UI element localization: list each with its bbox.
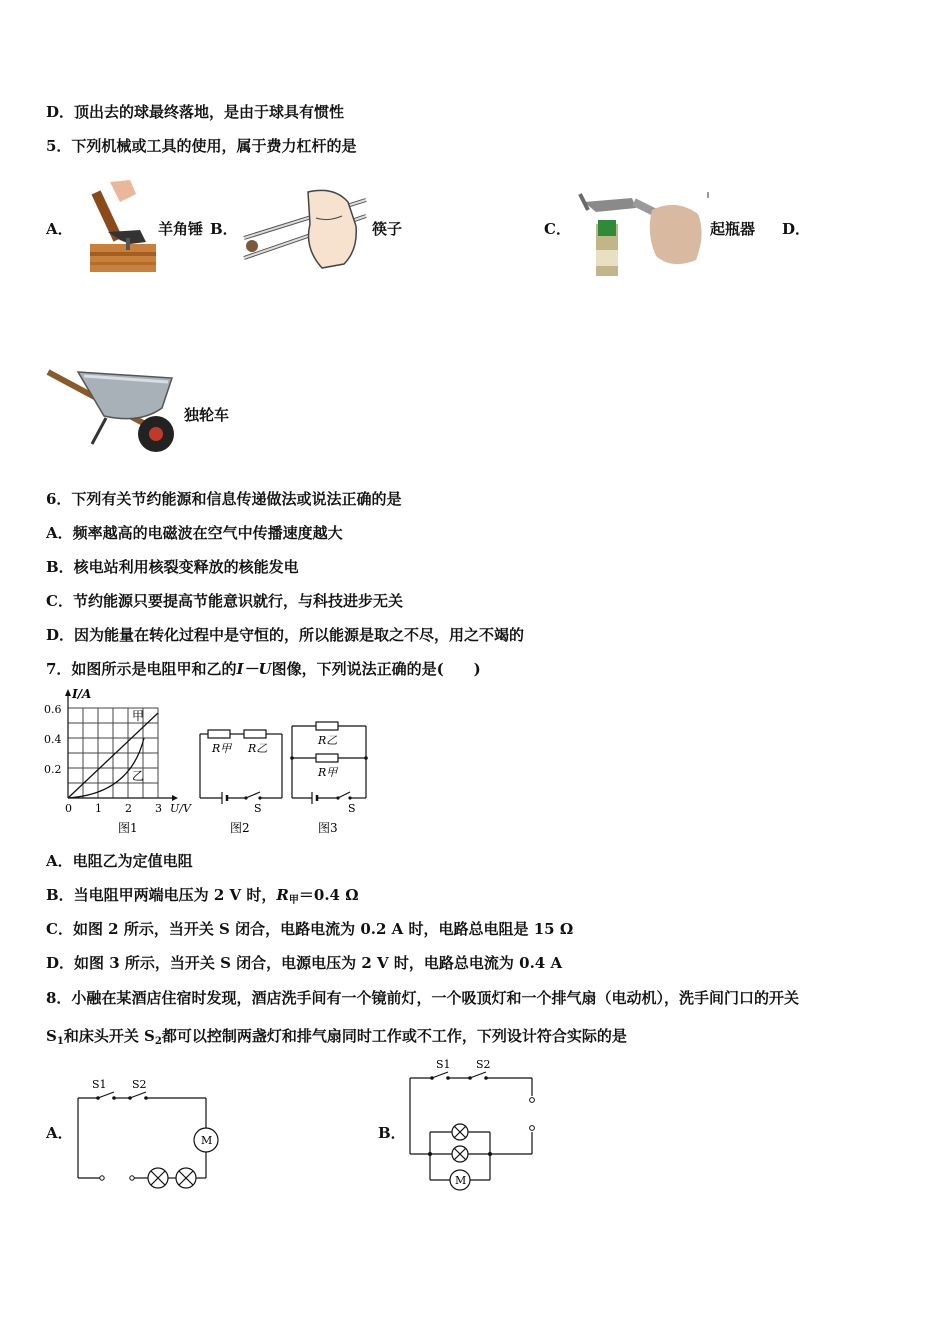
fig3-caption: 图3 (318, 821, 338, 835)
q8b-s2-label: S2 (476, 1058, 491, 1071)
y-tick-06: 0.6 (44, 703, 62, 716)
q8a-s1-label: S1 (92, 1078, 107, 1091)
q5-option-b-letter: B． (210, 220, 238, 238)
q5-stem: 5．下列机械或工具的使用，属于费力杠杆的是 (46, 137, 357, 155)
hammer-image (80, 172, 160, 276)
q6-stem: 6．下列有关节约能源和信息传递做法或说法正确的是 (46, 490, 402, 508)
q7-stem (46, 659, 481, 679)
fig2-switch-label: S (254, 802, 262, 815)
q8-circuit-b (402, 1056, 548, 1196)
q8-stem-line2 (46, 1026, 627, 1052)
bottle-opener-image (576, 190, 710, 276)
q7-b-r: R (276, 886, 289, 904)
q8b-s1-label: S1 (436, 1058, 451, 1071)
q4-option-d: D．顶出去的球最终落地，是由于球具有惯性 (46, 103, 345, 121)
q8-option-a-letter: A． (46, 1124, 73, 1142)
label-jia: 甲 (132, 709, 145, 723)
x-tick-0: 0 (65, 802, 72, 815)
q8-option-b-letter: B． (378, 1124, 406, 1142)
q8-post: 都可以控制两盏灯和排气扇同时工作或不工作，下列设计符合实际的是 (161, 1027, 627, 1045)
q8-s2-sub: 2 (154, 1036, 162, 1047)
q8b-motor-label: M (455, 1174, 467, 1187)
iu-graph (40, 686, 200, 838)
q7-stem-iu: I－U (236, 660, 272, 678)
q7-option-d: D．如图 3 所示，当开关 S 闭合，电源电压为 2 V 时，电路总电流为 0.4 A (46, 954, 563, 972)
q5-option-a-letter: A． (46, 220, 73, 238)
q6-option-c: C．节约能源只要提高节能意识就行，与科技进步无关 (46, 592, 403, 610)
q8-s1: S (46, 1027, 57, 1045)
label-yi: 乙 (132, 769, 145, 783)
fig1-caption: 图1 (118, 821, 138, 835)
q7-b-sub: 甲 (288, 895, 299, 906)
q6-option-d: D．因为能量在转化过程中是守恒的，所以能源是取之不尽，用之不竭的 (46, 626, 525, 644)
q8a-s2-label: S2 (132, 1078, 147, 1091)
fig3-circuit (286, 714, 372, 838)
x-tick-3: 3 (155, 802, 162, 815)
q7-b-post: ＝0.4 Ω (298, 886, 359, 904)
x-tick-2: 2 (125, 802, 132, 815)
x-tick-1: 1 (95, 802, 102, 815)
q7-stem-pre: 7．如图所示是电阻甲和乙的 (46, 660, 237, 678)
q8a-motor-label: M (201, 1134, 213, 1147)
q7-stem-post: 图像，下列说法正确的是( ) (271, 660, 481, 678)
fig2-caption: 图2 (230, 821, 250, 835)
fig3-r1-label: R乙 (318, 734, 338, 747)
chopsticks-image (238, 188, 372, 274)
q7-option-b (46, 885, 359, 911)
q5-option-c-text: 起瓶器 (710, 220, 756, 238)
wheelbarrow-image (44, 362, 180, 458)
fig3-switch-label: S (348, 802, 356, 815)
q5-option-a-text: 羊角锤 (158, 220, 204, 238)
fig3-r2-label: R甲 (318, 766, 338, 779)
q7-option-c: C．如图 2 所示，当开关 S 闭合，电路电流为 0.2 A 时，电路总电阻是 15 Ω (46, 920, 574, 938)
q8-circuit-a (72, 1072, 222, 1190)
q7-b-pre: B．当电阻甲两端电压为 2 V 时， (46, 886, 277, 904)
q8-mid: 和床头开关 S (63, 1027, 155, 1045)
y-tick-02: 0.2 (44, 763, 62, 776)
q6-option-b: B．核电站利用核裂变释放的核能发电 (46, 558, 299, 576)
y-axis-label: I/A (72, 687, 92, 701)
q8-s1-sub: 1 (56, 1036, 64, 1047)
fig2-circuit (196, 722, 288, 838)
q5-option-d-text: 独轮车 (184, 406, 230, 424)
q5-option-d-letter: D． (782, 220, 811, 238)
fig2-r2-label: R乙 (248, 742, 268, 755)
q7-option-a: A．电阻乙为定值电阻 (46, 852, 193, 870)
x-axis-label: U/V (170, 802, 191, 815)
q5-option-c-letter: C． (544, 220, 571, 238)
q8-stem-line1: 8．小融在某酒店住宿时发现，酒店洗手间有一个镜前灯，一个吸顶灯和一个排气扇（电动机），洗手间门口的开关 (46, 989, 799, 1007)
q5-option-b-text: 筷子 (372, 220, 403, 238)
y-tick-04: 0.4 (44, 733, 62, 746)
q6-option-a: A．频率越高的电磁波在空气中传播速度越大 (46, 524, 343, 542)
fig2-r1-label: R甲 (212, 742, 232, 755)
